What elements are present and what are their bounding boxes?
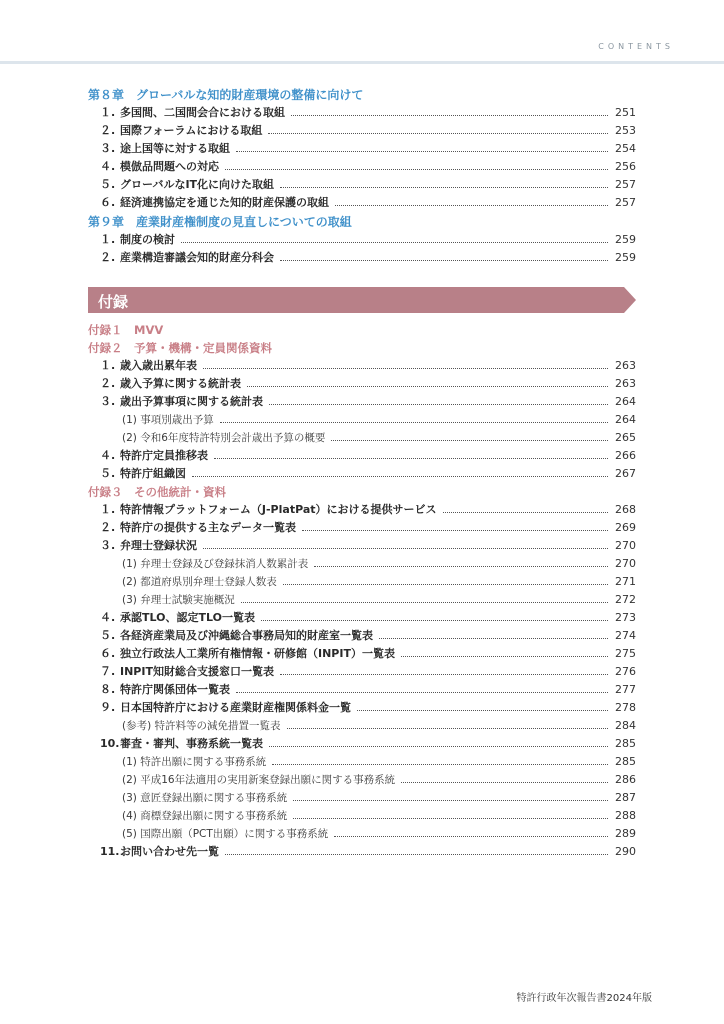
toc-entry-label <box>88 665 278 679</box>
toc-page-number: 268 <box>615 503 636 516</box>
toc-entry-label <box>88 557 312 571</box>
dot-leader <box>280 187 608 188</box>
toc-entry-label <box>88 827 332 841</box>
toc-entry-text: (1) 弁理士登録及び登録抹消人数累計表 <box>122 558 309 570</box>
dot-leader <box>293 800 608 801</box>
toc-page-number: 278 <box>615 701 636 714</box>
dot-leader <box>334 836 608 837</box>
toc-page-number: 273 <box>615 611 636 624</box>
toc-page-number: 272 <box>615 593 636 606</box>
toc-entry[interactable] <box>88 120 636 138</box>
dot-leader <box>268 133 608 134</box>
toc-entry-label <box>88 178 278 192</box>
toc-entry-text: 承認TLO、認定TLO一覧表 <box>120 611 255 624</box>
toc-entry-label <box>88 575 281 589</box>
toc-page-number: 257 <box>615 196 636 209</box>
dot-leader <box>220 422 608 423</box>
dot-leader <box>314 566 608 567</box>
toc-entry-label <box>88 719 285 733</box>
toc-page-number: 256 <box>615 160 636 173</box>
toc-entry[interactable] <box>88 174 636 192</box>
toc-entry-label <box>88 395 267 409</box>
toc-entry-number: ４. <box>100 449 116 462</box>
toc-page-number: 265 <box>615 431 636 444</box>
toc-entry-label <box>88 503 441 517</box>
toc-entry-text: INPIT知財総合支援窓口一覧表 <box>120 665 274 678</box>
toc-entry-number: ２. <box>100 124 116 137</box>
toc-entry-text: 途上国等に対する取組 <box>120 142 230 155</box>
toc-page-number: 257 <box>615 178 636 191</box>
toc-entry[interactable] <box>88 229 636 247</box>
toc-entry[interactable] <box>88 247 636 265</box>
toc-entry-label <box>88 755 270 769</box>
toc-entry[interactable] <box>88 138 636 156</box>
toc-entry-number: 10. <box>100 737 120 750</box>
toc-entry-label <box>88 413 218 427</box>
toc-entry-text: (5) 国際出願（PCT出願）に関する事務系統 <box>122 828 329 840</box>
toc-entry-text: 経済連携協定を通じた知的財産保護の取組 <box>120 196 329 209</box>
dot-leader <box>261 620 608 621</box>
dot-leader <box>401 656 608 657</box>
toc-entry-label <box>88 611 259 625</box>
toc-entry[interactable] <box>88 463 636 481</box>
toc-entry-text: (2) 令和6年度特許特別会計歳出予算の概要 <box>122 432 326 444</box>
toc-entry-label <box>88 160 223 174</box>
toc-entry-label <box>88 773 399 787</box>
toc-entry-label <box>88 467 190 481</box>
toc-entry-text: 付録３ その他統計・資料 <box>88 485 226 499</box>
toc-entry[interactable] <box>88 805 636 823</box>
toc-entry[interactable] <box>88 102 636 120</box>
toc-entry[interactable] <box>88 697 636 715</box>
toc-entry-text: (2) 都道府県別弁理士登録人数表 <box>122 576 277 588</box>
toc-entry-text: (1) 事項別歳出予算 <box>122 414 214 426</box>
toc-section-appendix <box>88 319 636 859</box>
dot-leader <box>181 242 608 243</box>
toc-entry[interactable] <box>88 409 636 427</box>
toc-entry[interactable] <box>88 192 636 210</box>
toc-entry-text: (4) 商標登録出願に関する事務系統 <box>122 810 288 822</box>
toc-page-number: 285 <box>615 737 636 750</box>
toc-page-number: 285 <box>615 755 636 768</box>
toc-entry[interactable] <box>88 445 636 463</box>
toc-page-number: 263 <box>615 377 636 390</box>
toc-entry-label <box>88 106 289 120</box>
toc-entry-number: ２. <box>100 521 116 534</box>
toc-entry[interactable] <box>88 841 636 859</box>
toc-page-number: 284 <box>615 719 636 732</box>
toc-entry-text: 独立行政法人工業所有権情報・研修館（INPIT）一覧表 <box>120 647 395 660</box>
toc-entry[interactable] <box>88 751 636 769</box>
toc-entry-number: ５. <box>100 178 116 191</box>
toc-entry[interactable] <box>88 607 636 625</box>
toc-entry-label <box>88 323 167 337</box>
toc-entry-label <box>88 359 201 373</box>
toc-page-number: 267 <box>615 467 636 480</box>
toc-entry-number: ４. <box>100 160 116 173</box>
toc-entry-label <box>88 629 377 643</box>
toc-entry[interactable] <box>88 733 636 751</box>
toc-page-number: 270 <box>615 557 636 570</box>
toc-entry-label <box>88 88 367 102</box>
toc-page-number: 269 <box>615 521 636 534</box>
toc-entry-label <box>88 196 333 210</box>
toc-entry-label <box>88 809 291 823</box>
toc-page-number: 287 <box>615 791 636 804</box>
toc-entry-text: 付録１ MVV <box>88 323 164 337</box>
toc-page-number: 264 <box>615 413 636 426</box>
toc-entry-text: 付録２ 予算・機構・定員関係資料 <box>88 341 272 355</box>
toc-entry-number: ２. <box>100 377 116 390</box>
toc-entry-label <box>88 377 245 391</box>
toc-entry-label <box>88 124 266 138</box>
toc-entry[interactable] <box>88 535 636 553</box>
toc-page-number: 286 <box>615 773 636 786</box>
toc-entry-text: 歳入予算に関する統計表 <box>120 377 241 390</box>
dot-leader <box>241 602 608 603</box>
toc-entry[interactable] <box>88 553 636 571</box>
toc-entry-number: ３. <box>100 142 116 155</box>
toc-entry[interactable] <box>88 823 636 841</box>
toc-entry-number: ５. <box>100 629 116 642</box>
toc-entry-number: ３. <box>100 395 116 408</box>
toc-entry-text: (1) 特許出願に関する事務系統 <box>122 756 267 768</box>
toc-entry-number: １. <box>100 359 116 372</box>
toc-entry[interactable] <box>88 355 636 373</box>
toc-entry[interactable] <box>88 499 636 517</box>
dot-leader <box>236 151 608 152</box>
toc-entry-text: 特許庁組織図 <box>120 467 186 480</box>
toc-entry-text: (2) 平成16年法適用の実用新案登録出願に関する事務系統 <box>122 774 396 786</box>
toc-page-number: 290 <box>615 845 636 858</box>
toc-entry-text: (3) 意匠登録出願に関する事務系統 <box>122 792 288 804</box>
dot-leader <box>214 458 608 459</box>
dot-leader <box>203 548 608 549</box>
toc-entry-number: ４. <box>100 611 116 624</box>
toc-entry-label <box>88 215 356 229</box>
toc-entry[interactable] <box>88 156 636 174</box>
toc-page-number: 264 <box>615 395 636 408</box>
toc-entry-text: 特許情報プラットフォーム（J-PlatPat）における提供サービス <box>120 503 437 516</box>
toc-page-number: 277 <box>615 683 636 696</box>
toc-entry-text: 産業構造審議会知的財産分科会 <box>120 251 274 264</box>
toc-entry[interactable] <box>88 571 636 589</box>
dot-leader <box>357 710 608 711</box>
toc-entry-label <box>88 233 179 247</box>
toc-entry-text: 第９章 産業財産権制度の見直しについての取組 <box>88 215 352 229</box>
toc-page-number: 275 <box>615 647 636 660</box>
toc-entry-text: 特許庁定員推移表 <box>120 449 208 462</box>
toc-page-number: 270 <box>615 539 636 552</box>
toc-entry-number: ９. <box>100 701 116 714</box>
toc-entry-text: 国際フォーラムにおける取組 <box>120 124 263 137</box>
toc-entry-text: 特許庁の提供する主なデータ一覧表 <box>120 521 296 534</box>
chapter-heading <box>88 210 636 229</box>
toc-entry-label <box>88 539 201 553</box>
toc-entry-text: 特許庁関係団体一覧表 <box>120 683 230 696</box>
toc-entry-number: １. <box>100 106 116 119</box>
dot-leader <box>225 169 608 170</box>
toc-entry-number: １. <box>100 233 116 246</box>
toc-entry-number: １. <box>100 503 116 516</box>
dot-leader <box>331 440 608 441</box>
toc-entry-label <box>88 521 300 535</box>
dot-leader <box>192 476 608 477</box>
banner-arrow-shape <box>88 287 636 313</box>
toc-page-number: 254 <box>615 142 636 155</box>
toc-entry-label <box>88 845 223 859</box>
toc-entry-label <box>88 701 355 715</box>
toc-entry-number: ５. <box>100 467 116 480</box>
footer-publication-title: 特許行政年次報告書2024年版 <box>516 993 652 1004</box>
toc-page-number: 259 <box>615 233 636 246</box>
toc-entry-text: 制度の検討 <box>120 233 175 246</box>
toc-entry-text: 歳出予算事項に関する統計表 <box>120 395 263 408</box>
toc-entry-text: 第８章 グローバルな知的財産環境の整備に向けて <box>88 88 364 102</box>
toc-entry-text: 各経済産業局及び沖縄総合事務局知的財産室一覧表 <box>120 629 373 642</box>
toc-entry-text: (3) 弁理士試験実施概況 <box>122 594 235 606</box>
toc-entry[interactable] <box>88 625 636 643</box>
toc-section-chapters <box>88 83 636 265</box>
dot-leader <box>269 404 608 405</box>
toc-entry-text: 日本国特許庁における産業財産権関係料金一覧 <box>120 701 351 714</box>
dot-leader <box>287 728 608 729</box>
toc-page-number: 259 <box>615 251 636 264</box>
toc-entry[interactable] <box>88 391 636 409</box>
toc-entry[interactable] <box>88 715 636 733</box>
toc-page-number: 253 <box>615 124 636 137</box>
toc-entry-number: ７. <box>100 665 116 678</box>
dot-leader <box>443 512 608 513</box>
toc-entry-label <box>88 593 239 607</box>
toc-entry-label <box>88 791 291 805</box>
chapter-heading <box>88 83 636 102</box>
dot-leader <box>280 674 608 675</box>
dot-leader <box>401 782 608 783</box>
toc-entry-text: 模倣品問題への対応 <box>120 160 219 173</box>
toc-entry-text: お問い合わせ先一覧 <box>120 845 219 858</box>
dot-leader <box>283 584 608 585</box>
toc-entry[interactable] <box>88 769 636 787</box>
toc-entry-number: ３. <box>100 539 116 552</box>
toc-entry-label <box>88 449 212 463</box>
toc-entry-number: ６. <box>100 647 116 660</box>
toc-entry-text: 多国間、二国間会合における取組 <box>120 106 285 119</box>
toc-page-number: 271 <box>615 575 636 588</box>
toc-entry-label <box>88 737 267 751</box>
toc-entry-text: グローバルなIT化に向けた取組 <box>120 178 275 191</box>
toc-entry[interactable] <box>88 589 636 607</box>
dot-leader <box>203 368 608 369</box>
toc-entry-number: 11. <box>100 845 120 858</box>
toc-page-number: 263 <box>615 359 636 372</box>
toc-page-number: 289 <box>615 827 636 840</box>
toc-entry[interactable] <box>88 787 636 805</box>
appendix-banner-title: 付録 <box>98 293 129 311</box>
toc-entry-label <box>88 485 230 499</box>
toc-entry-number: ６. <box>100 196 116 209</box>
dot-leader <box>379 638 608 639</box>
dot-leader <box>280 260 608 261</box>
header-rule <box>0 61 724 64</box>
toc-entry[interactable] <box>88 427 636 445</box>
appendix-heading <box>88 337 636 355</box>
dot-leader <box>225 854 608 855</box>
toc-entry-text: 歳入歳出累年表 <box>120 359 197 372</box>
dot-leader <box>291 115 608 116</box>
toc-entry-label <box>88 251 278 265</box>
header-contents-label: CONTENTS <box>598 42 674 51</box>
toc-page-number: 276 <box>615 665 636 678</box>
toc-entry-label <box>88 647 399 661</box>
toc-entry-label <box>88 683 234 697</box>
toc-entry-text: (参考) 特許料等の減免措置一覧表 <box>122 720 281 732</box>
toc-page-number: 266 <box>615 449 636 462</box>
toc-entry-number: ８. <box>100 683 116 696</box>
dot-leader <box>247 386 608 387</box>
toc-entry[interactable] <box>88 679 636 697</box>
dot-leader <box>236 692 608 693</box>
dot-leader <box>335 205 608 206</box>
toc-entry[interactable] <box>88 661 636 679</box>
toc-entry-label <box>88 431 329 445</box>
appendix-banner <box>88 287 636 313</box>
appendix-heading <box>88 319 636 337</box>
appendix-heading <box>88 481 636 499</box>
toc-page-number: 274 <box>615 629 636 642</box>
toc-entry-label <box>88 142 234 156</box>
toc-entry[interactable] <box>88 373 636 391</box>
dot-leader <box>302 530 608 531</box>
toc-entry[interactable] <box>88 517 636 535</box>
toc-entry-number: ２. <box>100 251 116 264</box>
toc-entry-label <box>88 341 276 355</box>
dot-leader <box>269 746 608 747</box>
toc-entry-text: 審査・審判、事務系統一覧表 <box>120 737 263 750</box>
toc-entry[interactable] <box>88 643 636 661</box>
dot-leader <box>272 764 608 765</box>
toc-page-number: 288 <box>615 809 636 822</box>
toc-entry-text: 弁理士登録状況 <box>120 539 197 552</box>
dot-leader <box>293 818 608 819</box>
toc-page-number: 251 <box>615 106 636 119</box>
